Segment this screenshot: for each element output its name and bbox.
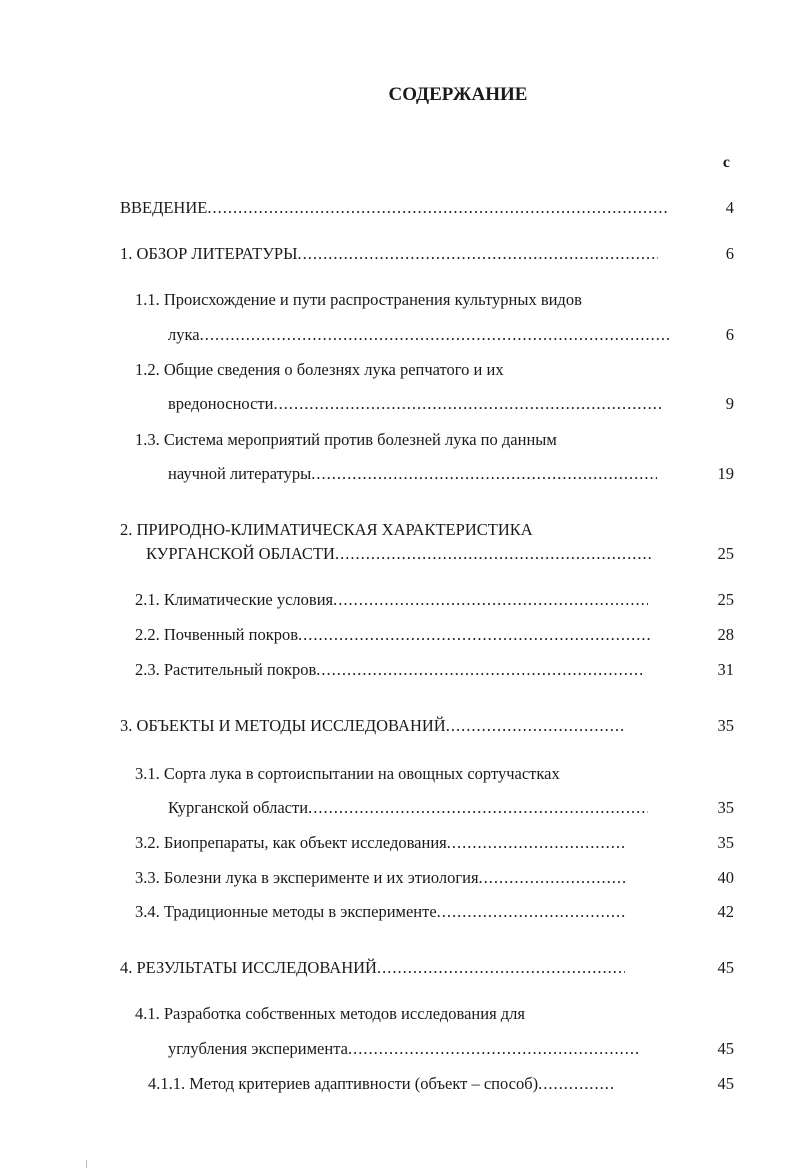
toc-entry-3-1-line1[interactable]: 3.1. Сорта лука в сортоиспытании на овощных сортучастках bbox=[135, 764, 560, 783]
toc-page-number: 19 bbox=[717, 464, 734, 483]
toc-entry-text: 3.2. Биопрепараты, как объект исследования bbox=[135, 833, 447, 852]
toc-page-number: 6 bbox=[725, 325, 734, 344]
toc-entry-text: Курганской области bbox=[168, 798, 309, 817]
page-column-label: с bbox=[722, 154, 730, 171]
toc-leader-dots bbox=[333, 590, 648, 610]
toc-leader-dots bbox=[446, 716, 626, 736]
toc-page-number: 9 bbox=[725, 394, 734, 413]
toc-leader-dots bbox=[200, 325, 670, 345]
toc-entry-text: 3.3. Болезни лука в эксперименте и их этиология bbox=[135, 868, 479, 887]
toc-entry-chapter-2-line1[interactable]: 2. ПРИРОДНО-КЛИМАТИЧЕСКАЯ ХАРАКТЕРИСТИКА bbox=[120, 520, 533, 539]
toc-entry-3-2[interactable] bbox=[135, 833, 674, 853]
toc-page-number: 42 bbox=[717, 902, 734, 921]
toc-page-number: 45 bbox=[717, 1039, 734, 1058]
toc-leader-dots bbox=[207, 198, 667, 218]
toc-leader-dots bbox=[348, 1039, 640, 1059]
toc-page-number: 35 bbox=[717, 833, 734, 852]
toc-leader-dots bbox=[335, 544, 653, 564]
toc-leader-dots bbox=[479, 868, 627, 888]
toc-entry-text: 2.2. Почвенный покров bbox=[135, 625, 299, 644]
toc-leader-dots bbox=[298, 244, 658, 264]
toc-entry-text: 4. РЕЗУЛЬТАТЫ ИССЛЕДОВАНИЙ bbox=[120, 958, 377, 977]
toc-entry-1-3-line1[interactable]: 1.3. Система мероприятий против болезней лука по данным bbox=[135, 430, 557, 449]
toc-entry-4-1-1[interactable] bbox=[148, 1074, 674, 1094]
toc-leader-dots bbox=[437, 902, 627, 922]
toc-leader-dots bbox=[316, 660, 644, 680]
toc-entry-1-1-line2[interactable] bbox=[168, 325, 674, 345]
toc-entry-4-1-line1[interactable]: 4.1. Разработка собственных методов исследования для bbox=[135, 1004, 526, 1023]
toc-entry-4-1-line2[interactable] bbox=[168, 1039, 674, 1059]
toc-page-number: 6 bbox=[725, 244, 734, 263]
toc-entry-text: лука bbox=[168, 325, 200, 344]
toc-leader-dots bbox=[273, 394, 663, 414]
toc-entry-text: 1. ОБЗОР ЛИТЕРАТУРЫ bbox=[120, 244, 298, 263]
toc-leader-dots bbox=[447, 833, 627, 853]
toc-page-number: 40 bbox=[717, 868, 734, 887]
toc-entry-2-2[interactable] bbox=[135, 625, 674, 645]
toc-entry-1-3-line2[interactable] bbox=[168, 464, 674, 484]
toc-entry-text: 3. ОБЪЕКТЫ И МЕТОДЫ ИССЛЕДОВАНИЙ bbox=[120, 716, 446, 735]
page-title: СОДЕРЖАНИЕ bbox=[388, 84, 528, 105]
toc-entry-chapter-3[interactable] bbox=[120, 716, 674, 736]
toc-entry-introduction[interactable] bbox=[120, 198, 674, 218]
toc-entry-3-3[interactable] bbox=[135, 868, 674, 888]
toc-leader-dots bbox=[377, 958, 625, 978]
toc-entry-text: углубления эксперимента bbox=[168, 1039, 348, 1058]
toc-entry-chapter-4[interactable] bbox=[120, 958, 674, 978]
toc-entry-3-1-line2[interactable] bbox=[168, 798, 674, 818]
toc-entry-text: 4.1.1. Метод критериев адаптивности (объект – способ) bbox=[148, 1074, 539, 1093]
toc-entry-2-1[interactable] bbox=[135, 590, 674, 610]
toc-page-number: 4 bbox=[725, 198, 734, 217]
toc-page-number: 25 bbox=[717, 590, 734, 609]
toc-page-number: 28 bbox=[717, 625, 734, 644]
toc-entry-text: КУРГАНСКОЙ ОБЛАСТИ bbox=[146, 544, 335, 563]
toc-entry-1-2-line2[interactable] bbox=[168, 394, 674, 414]
toc-page-number: 45 bbox=[717, 958, 734, 977]
toc-entry-1-2-line1[interactable]: 1.2. Общие сведения о болезнях лука репчатого и их bbox=[135, 360, 504, 379]
toc-entry-text: ВВЕДЕНИЕ bbox=[120, 198, 208, 217]
toc-leader-dots bbox=[298, 625, 650, 645]
scan-mark bbox=[86, 1160, 87, 1168]
toc-entry-3-4[interactable] bbox=[135, 902, 674, 922]
toc-entry-chapter-1[interactable] bbox=[120, 244, 674, 264]
toc-entry-2-3[interactable] bbox=[135, 660, 674, 680]
toc-leader-dots bbox=[308, 798, 648, 818]
toc-entry-text: вредоносности bbox=[168, 394, 274, 413]
toc-leader-dots bbox=[311, 464, 657, 484]
toc-page-number: 25 bbox=[717, 544, 734, 563]
toc-entry-chapter-2-line2[interactable] bbox=[146, 544, 674, 564]
toc-page-number: 31 bbox=[717, 660, 734, 679]
toc-page-number: 35 bbox=[717, 798, 734, 817]
toc-leader-dots bbox=[538, 1074, 614, 1094]
toc-entry-text: 2.1. Климатические условия bbox=[135, 590, 334, 609]
toc-entry-text: 3.4. Традиционные методы в эксперименте bbox=[135, 902, 437, 921]
toc-page-number: 35 bbox=[717, 716, 734, 735]
toc-page-number: 45 bbox=[717, 1074, 734, 1093]
toc-entry-text: 2.3. Растительный покров bbox=[135, 660, 317, 679]
toc-entry-1-1-line1[interactable]: 1.1. Происхождение и пути распространения культурных видов bbox=[135, 290, 582, 309]
toc-entry-text: научной литературы bbox=[168, 464, 312, 483]
